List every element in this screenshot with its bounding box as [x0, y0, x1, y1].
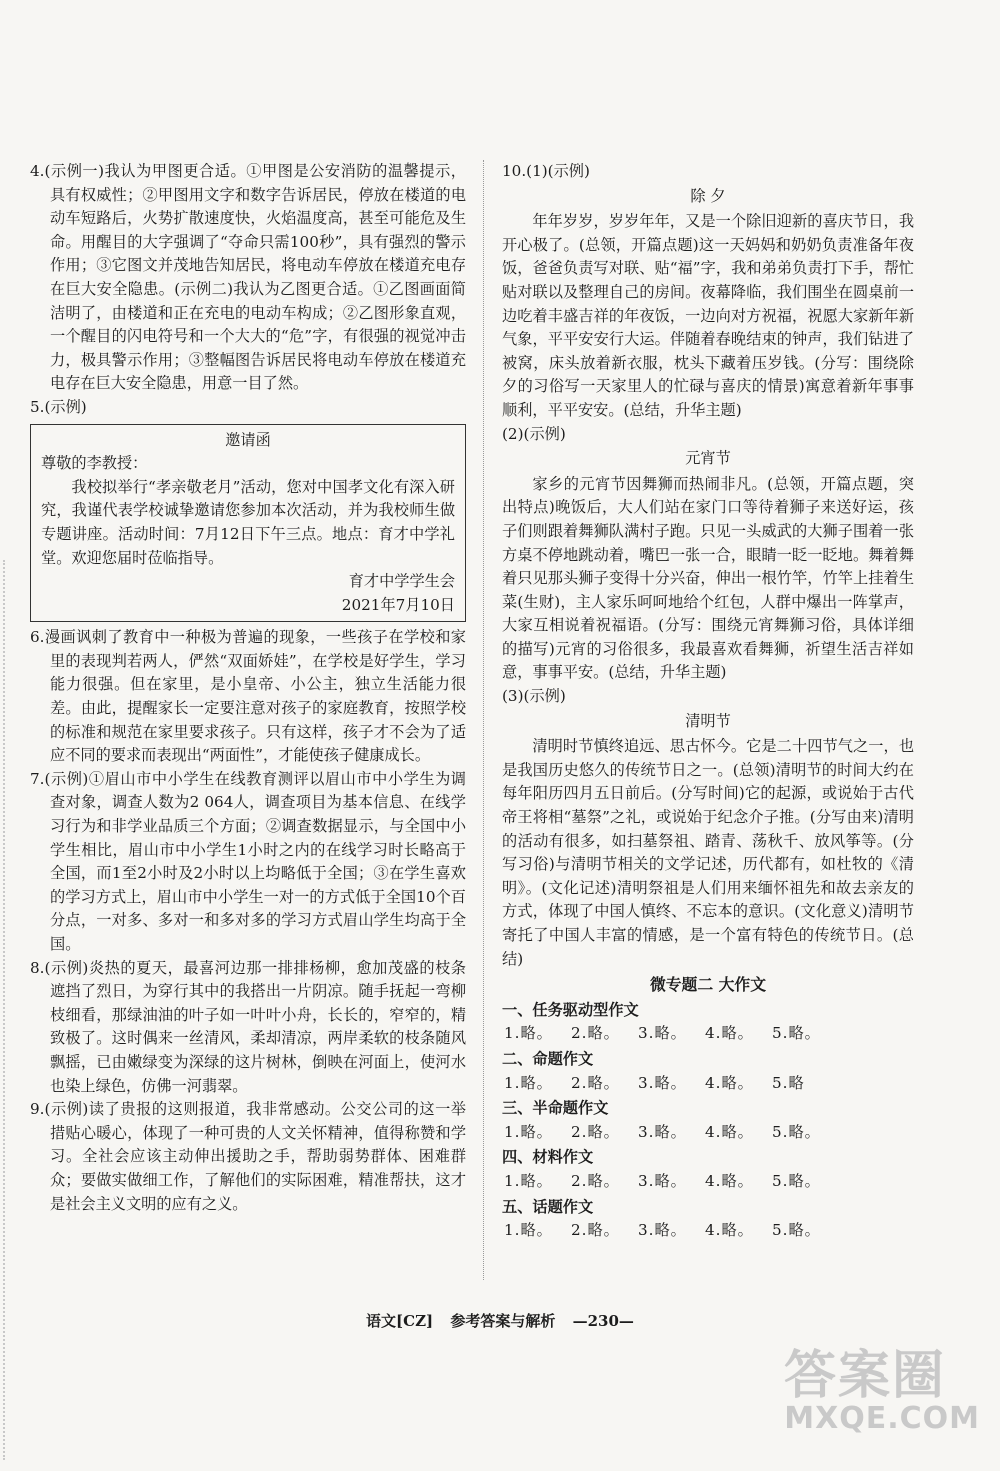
answer-item: 3.略。: [638, 1122, 687, 1141]
micro-topic-title: 微专题二 大作文: [649, 975, 767, 995]
essay-title-qingming: 清明节: [685, 711, 731, 730]
essay-group-5: [502, 1196, 914, 1243]
answer-item: 4.略。: [705, 1073, 754, 1092]
answer-item: 4.略。: [705, 1171, 754, 1190]
essay-body-qingming: 清明时节慎终追远、思古怀今。它是二十四节气之一，也是我国历史悠久的传统节日之一。(总领)清明节的时间大约在每年阳历四月五日前后。(分写时间)它的起源，或说始于古代帝王将相“墓祭”之礼，或说始于纪念介子推。(分写由来)清明的活动有很多，如扫墓祭祖、踏青、荡秋千、放风筝等。(分写习俗)与清明节相关的文学记述，历代都有，如杜牧的《清明》。(文化记述)清明祭祖是人们用来缅怀祖先和故去亲友的方式，体现了中国人慎终、不忘本的意识。(文化意义)清明节寄托了中国人丰富的情感，是一个富有特色的传统节日。(总结): [502, 737, 914, 968]
answer-q6: 6.漫画讽刺了教育中一种极为普遍的现象，一些孩子在学校和家里的表现判若两人，俨然“双面娇娃”，在学校是好学生，学习能力很强。但在家里，是小皇帝、小公主，独立生活能力很差。由此，提醒家长一定要注意对孩子的家庭教育，按照学校的标准和规范在家里要求孩子。只有这样，孩子才不会为了适应不同的要求而表现出“两面性”，才能使孩子健康成长。: [30, 628, 466, 765]
answer-item: 5.略。: [772, 1122, 821, 1141]
page-footer: [0, 1310, 1000, 1331]
answer-q4: 4.(示例一)我认为甲图更合适。①甲图是公安消防的温馨提示，具有权威性；②甲图用文字和数字告诉居民，停放在楼道的电动车短路后，火势扩散速度快，火焰温度高，甚至可能危及生命。用醒目的大字强调了“夺命只需100秒”，具有强烈的警示作用；③它图文并茂地告知居民，将电动车停放在楼道充电存在巨大安全隐患。(示例二)我认为乙图更合适。①乙图画面简洁明了，由楼道和正在充电的电动车构成；②乙图形象直观，一个醒目的闪电符号和一个大大的“危”字，有很强的视觉冲击力，极具警示作用；③整幅图告诉居民将电动车停放在楼道充电存在巨大安全隐患，用意一目了然。: [30, 162, 466, 393]
letter-body: 我校拟举行“孝亲敬老月”活动，您对中国孝文化有深入研究，我谨代表学校诚挚邀请您参加本次活动，并为我校师生做专题讲座。活动时间：7月12日下午三点。地点：育才中学礼堂。欢迎您届时莅临指导。: [41, 477, 455, 567]
letter-signer: 育才中学学生会: [348, 572, 455, 591]
group-title: 五、话题作文: [502, 1197, 594, 1216]
group-answers: [502, 1170, 914, 1194]
group-title: 三、半命题作文: [502, 1099, 609, 1118]
group-title: 四、材料作文: [502, 1148, 594, 1167]
answer-q5-label: 5.(示例): [30, 397, 87, 416]
footer-subject: 语文[CZ]: [366, 1312, 434, 1330]
invitation-letter: [30, 424, 466, 623]
answer-item: 4.略。: [705, 1221, 754, 1240]
answer-item: 1.略。: [504, 1221, 553, 1240]
right-column: [502, 160, 914, 1243]
answer-item: 2.略。: [571, 1073, 620, 1092]
answer-item: 1.略。: [504, 1073, 553, 1092]
group-answers: [502, 1121, 914, 1145]
essay-group-4: [502, 1146, 914, 1193]
group-answers: [502, 1072, 914, 1096]
answer-q10-3-label: (3)(示例): [502, 687, 566, 706]
answer-item: 4.略。: [705, 1024, 754, 1043]
essay-group-1: [502, 999, 914, 1046]
letter-title: 邀请函: [225, 430, 271, 449]
answer-item: 1.略。: [504, 1024, 553, 1043]
answer-item: 3.略。: [638, 1073, 687, 1092]
group-title: 二、命题作文: [502, 1049, 594, 1068]
answer-item: 5.略。: [772, 1024, 821, 1043]
answer-item: 3.略。: [638, 1024, 687, 1043]
essay-group-3: [502, 1097, 914, 1144]
essay-body-chuxi: 年年岁岁，岁岁年年，又是一个除旧迎新的喜庆节日，我开心极了。(总领，开篇点题)这一天妈妈和奶奶负责准备年夜饭，爸爸负责写对联、贴“福”字，我和弟弟负责打下手，帮忙贴对联以及整理自己的房间。夜幕降临，我们围坐在圆桌前一边吃着丰盛吉祥的年夜饭，一边向对方祝福，祝愿大家新年新气象，平平安安行大运。伴随着春晚结束的钟声，我们钻进了被窝，床头放着新衣服，枕头下藏着压岁钱。(分写：围绕除夕的习俗写一天家里人的忙碌与喜庆的情景)寓意着新年事事顺利，平平安安。(总结，升华主题): [502, 212, 914, 419]
letter-date: 2021年7月10日: [341, 595, 455, 614]
answer-q9: 9.(示例)读了贵报的这则报道，我非常感动。公交公司的这一举措贴心暖心，体现了一种可贵的人文关怀精神，值得称赞和学习。全社会应该主动伸出援助之手，帮助弱势群体、困难群众；要做实做细工作，了解他们的实际困难，精准帮扶，这才是社会主义文明的应有之义。: [30, 1100, 466, 1213]
letter-salutation: 尊敬的李教授：: [41, 454, 148, 473]
answer-item: 3.略。: [638, 1171, 687, 1190]
answer-item: 4.略。: [705, 1122, 754, 1141]
answer-q10-1-label: 10.(1)(示例): [502, 162, 590, 180]
answer-item: 5.略: [772, 1073, 805, 1092]
watermark-domain: MXQE.COM: [784, 1401, 980, 1436]
watermark-logo-text: 答案圈: [783, 1346, 946, 1406]
answer-item: 2.略。: [571, 1024, 620, 1043]
answer-q10-2-label: (2)(示例): [502, 424, 566, 443]
footer-page-number: —230—: [572, 1312, 634, 1330]
left-column: [30, 160, 466, 1216]
answer-item: 5.略。: [772, 1221, 821, 1240]
group-answers: [502, 1022, 914, 1046]
answer-q8: 8.(示例)炎热的夏天，最喜河边那一排排杨柳，愈加茂盛的枝条遮挡了烈日，为穿行其中的我搭出一片阴凉。随手抚起一弯柳枝细看，那绿油油的叶子如一叶叶小舟，长长的，窄窄的，精致极了。这时偶来一丝清风，柔却清凉，两岸柔软的枝条随风飘摇，已由嫩绿变为深绿的这片树林，倒映在河面上，使河水也染上绿色，仿佛一河翡翠。: [30, 958, 466, 1095]
essay-title-yuanxiao: 元宵节: [685, 449, 731, 468]
site-watermark: [780, 1333, 980, 1453]
group-answers: [502, 1219, 914, 1243]
essay-body-yuanxiao: 家乡的元宵节因舞狮而热闹非凡。(总领，开篇点题，突出特点)晚饭后，大人们站在家门口等待着狮子来送好运，孩子们则跟着舞狮队满村子跑。只见一头威武的大狮子围着一张方桌不停地跳动着，嘴巴一张一合，眼睛一眨一眨地。舞着舞着只见那头狮子变得十分兴奋，伸出一根竹竿，竹竿上挂着生菜(生财)，主人家乐呵呵地给个红包，人群中爆出一阵掌声，大家互相说着祝福语。(分写：围绕元宵舞狮习俗，具体详细的描写)元宵的习俗很多，我最喜欢看舞狮，祈望生活吉祥如意，事事平安。(总结，升华主题): [502, 474, 914, 682]
essay-title-chuxi: 除 夕: [690, 186, 726, 205]
answer-item: 2.略。: [571, 1221, 620, 1240]
column-divider: [483, 160, 484, 1280]
group-title: 一、任务驱动型作文: [502, 1000, 639, 1019]
answer-item: 1.略。: [504, 1122, 553, 1141]
answer-item: 2.略。: [571, 1122, 620, 1141]
answer-item: 5.略。: [772, 1171, 821, 1190]
essay-group-2: [502, 1048, 914, 1095]
footer-book-title: 参考答案与解析: [450, 1312, 556, 1330]
answer-item: 3.略。: [638, 1221, 687, 1240]
answer-q7: 7.(示例)①眉山市中小学生在线教育测评以眉山市中小学生为调查对象，调查人数为2 064人，调查项目为基本信息、在线学习行为和非学业品质三个方面；②调查数据显示，与全国中小学生相比，眉山市中小学生1小时之内的在线学习时长略高于全国，而1至2小时及2小时以上均略低于全国；③在学生喜欢的学习方式上，眉山市中小学生一对一的方式低于全国10个百分点，一对多、多对一和多对多的学习方式眉山学生均高于全国。: [30, 769, 466, 953]
answer-item: 2.略。: [571, 1171, 620, 1190]
answer-item: 1.略。: [504, 1171, 553, 1190]
